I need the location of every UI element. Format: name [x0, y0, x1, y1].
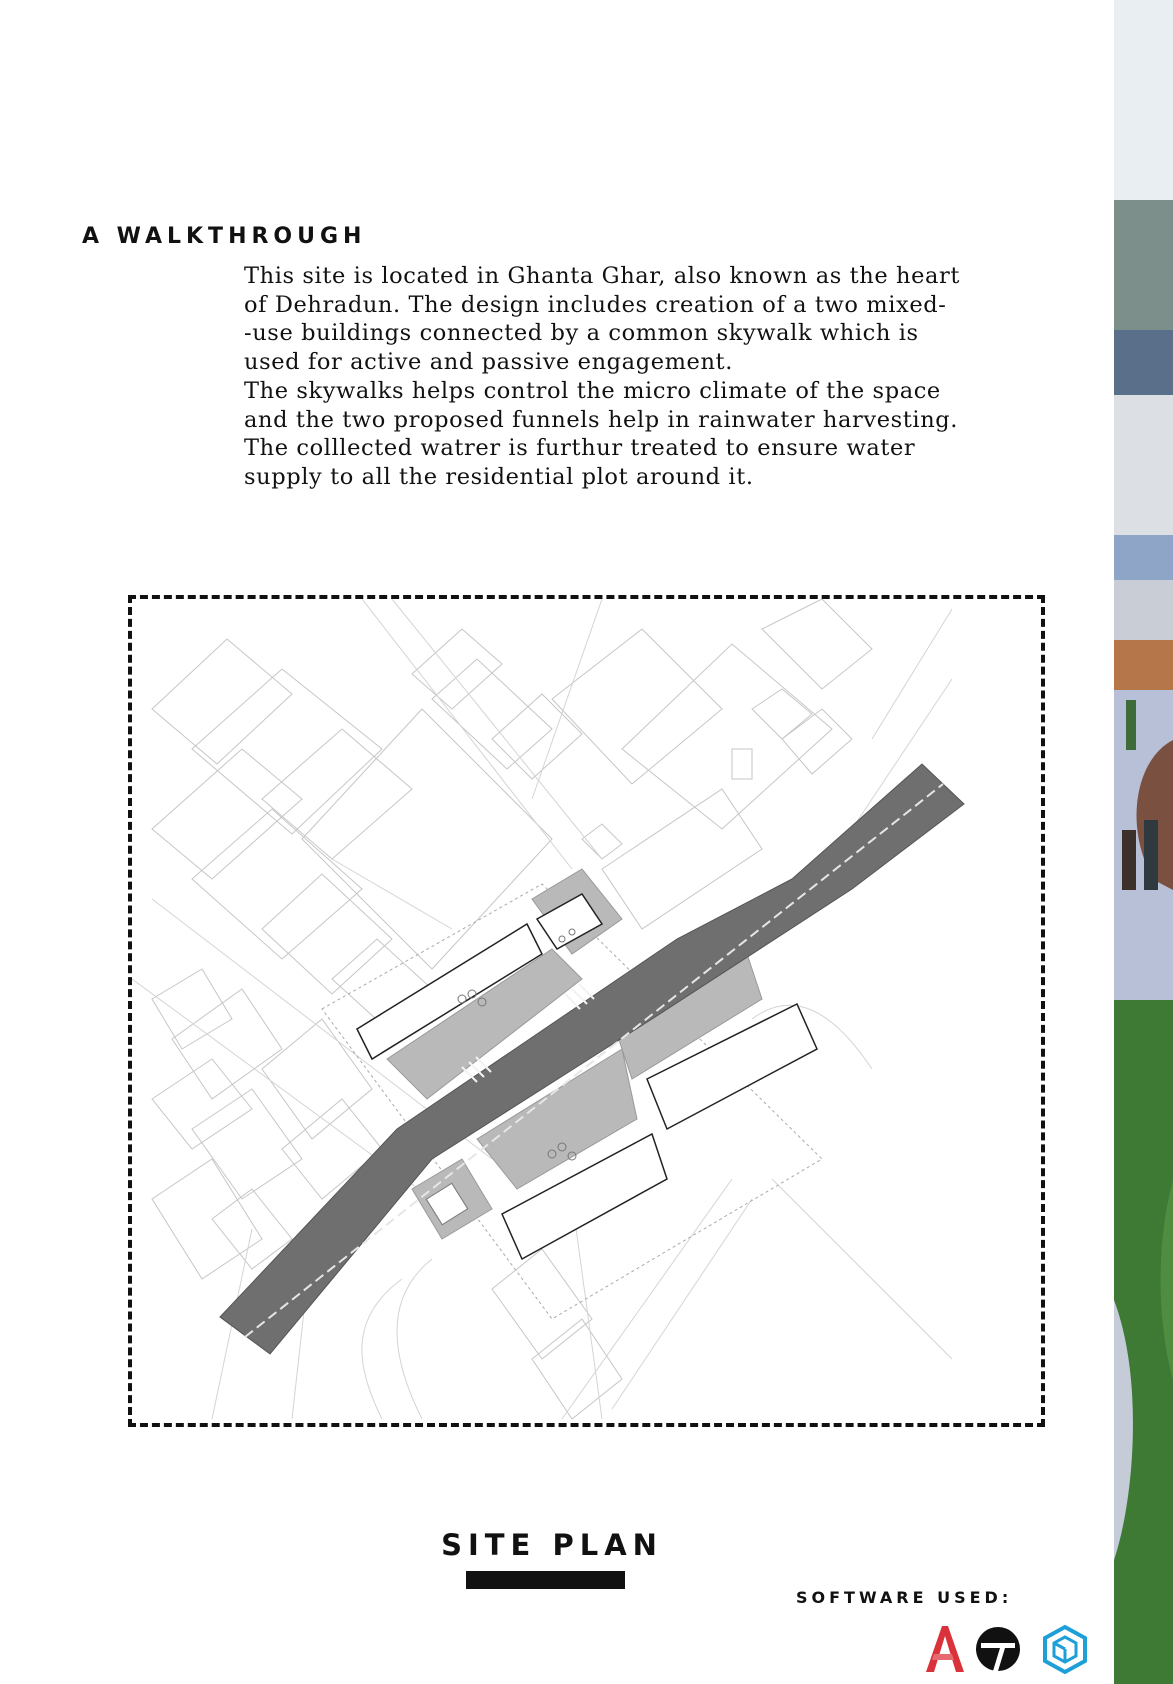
render-image-strip: [1114, 0, 1173, 1684]
site-plan-drawing: [132, 599, 1041, 1423]
text-line: The skywalks helps control the micro climate of the space: [244, 377, 941, 404]
text-line: and the two proposed funnels help in rainwater harvesting.: [244, 406, 959, 433]
text-line: -use buildings connected by a common skywalk which is: [244, 320, 919, 347]
site-plan-caption: SITE PLAN: [441, 1528, 663, 1562]
main-road: [220, 764, 964, 1354]
software-label: SOFTWARE USED:: [796, 1588, 1013, 1607]
sketchup-icon: [1040, 1624, 1090, 1674]
description: [244, 262, 1044, 492]
paragraph-1: [244, 262, 1044, 377]
paragraph-2: [244, 377, 1044, 492]
text-line: of Dehradun. The design includes creation of a two mixed-: [244, 291, 947, 318]
text-line: This site is located in Ghanta Ghar, also known as the heart: [244, 263, 961, 289]
section-heading: A WALKTHROUGH: [82, 224, 367, 249]
caption-underline: [466, 1571, 625, 1589]
text-line: The colllected watrer is furthur treated to ensure water: [244, 435, 916, 462]
autocad-icon: [918, 1624, 968, 1674]
twinmotion-icon: [973, 1624, 1023, 1674]
text-line: supply to all the residential plot around it.: [244, 463, 754, 490]
text-line: used for active and passive engagement.: [244, 349, 733, 376]
site-plan-frame: [128, 595, 1045, 1427]
